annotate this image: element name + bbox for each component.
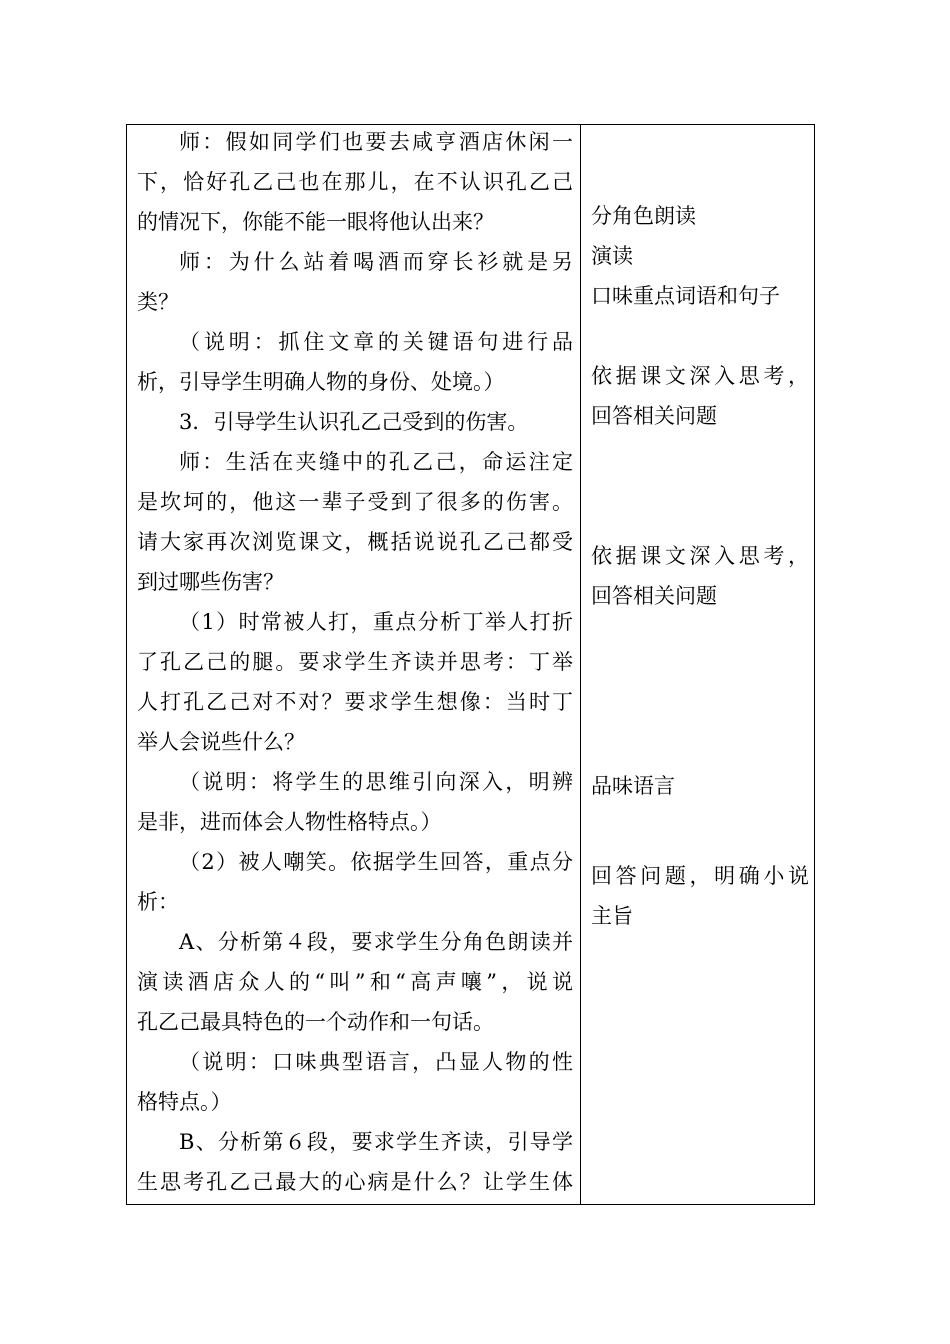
teaching-text-line: 析，引导学生明确人物的身份、处境。） [137,370,505,394]
teaching-text-line: 到过哪些伤害？ [137,570,284,594]
student-activity-line: 回答相关问题 [591,404,717,428]
student-activity-line: 依据课文深入思考， [591,544,809,568]
teaching-text-line: 的情况下，你能不能一眼将他认出来？ [137,210,494,234]
teaching-text-line: 请大家再次浏览课文，概括说说孔乙己都受 [137,530,573,554]
teaching-text-line: （说明：抓住文章的关键语句进行品 [179,330,573,354]
student-activity-line: 依据课文深入思考， [591,364,809,388]
teaching-text-line: 师：假如同学们也要去咸亨酒店休闲一 [179,130,573,154]
teaching-text-line: 孔乙己最具特色的一个动作和一句话。 [137,1010,494,1034]
teaching-text-line: （说明：将学生的思维引向深入，明辨 [179,770,573,794]
teaching-text-line: 是非，进而体会人物性格特点。） [137,810,442,834]
teaching-text-line: 下，恰好孔乙己也在那儿，在不认识孔乙己 [137,170,573,194]
teaching-text-line: （说明：口味典型语言，凸显人物的性 [179,1050,573,1074]
teaching-text-line: 析： [137,890,179,914]
student-activity-line: 主旨 [591,904,633,928]
teaching-text-line: （1）时常被人打，重点分析丁举人打折 [179,610,573,634]
student-activity-line: 口味重点词语和句子 [591,284,780,308]
student-activity-line: 分角色朗读 [591,204,696,228]
teaching-text-line: 格特点。） [137,1090,232,1114]
teaching-text-line: A、分析第４段，要求学生分角色朗读并 [179,930,573,954]
teaching-text-line: B、分析第６段，要求学生齐读，引导学 [179,1130,573,1154]
teaching-text-line: 演读酒店众人的“叫”和“高声嚷”，说说 [137,970,573,994]
teaching-text-line: 3．引导学生认识孔乙己受到的伤害。 [179,410,529,434]
teaching-text-line: 人打孔乙己对不对？要求学生想像：当时丁 [137,690,573,714]
teaching-text-line: 师：为什么站着喝酒而穿长衫就是另 [179,250,573,274]
teaching-text-line: （2）被人嘲笑。依据学生回答，重点分 [179,850,573,874]
lesson-plan-table [126,124,815,1205]
student-activity-line: 演读 [591,244,633,268]
student-activity-line: 回答问题，明确小说 [591,864,809,888]
student-activity-line: 品味语言 [591,774,675,798]
teaching-text-line: 生思考孔乙己最大的心病是什么？让学生体 [137,1170,573,1194]
student-activity-line: 回答相关问题 [591,584,717,608]
teaching-text-line: 类？ [137,290,179,314]
teaching-text-line: 师：生活在夹缝中的孔乙己，命运注定 [179,450,573,474]
teaching-text-line: 举人会说些什么？ [137,730,305,754]
teaching-text-line: 是坎坷的，他这一辈子受到了很多的伤害。 [137,490,573,514]
teaching-text-line: 了孔乙己的腿。要求学生齐读并思考：丁举 [137,650,573,674]
column-divider [580,125,581,1204]
